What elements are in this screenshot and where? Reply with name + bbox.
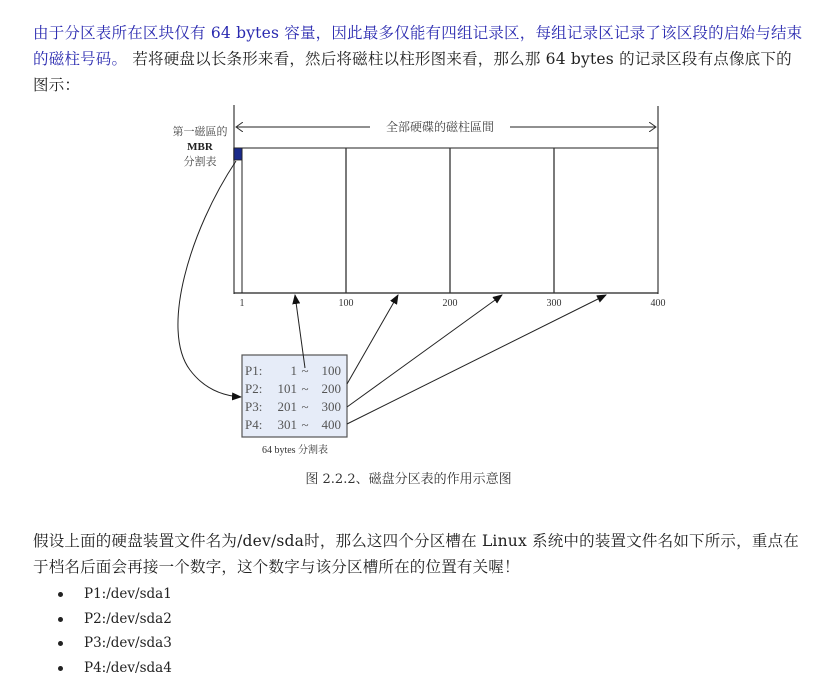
svg-text:1: 1: [290, 363, 297, 378]
mbr-label-line1: 第一磁區的: [172, 126, 228, 138]
mbr-to-table-arrow: [178, 161, 241, 397]
svg-text:201: 201: [277, 399, 297, 414]
bullet-icon: [58, 592, 63, 597]
device-list: [58, 582, 172, 680]
svg-text:P4:: P4:: [245, 417, 263, 432]
intro-body-text: 若将硬盘以长条形来看，然后将磁柱以柱形图来看，那么那 64 bytes 的记录区段有点像底下的图示：: [33, 49, 792, 94]
tick-300: 300: [546, 298, 562, 309]
range-label: 全部硬碟的磁柱區間: [385, 120, 495, 134]
tick-100: 100: [338, 298, 354, 309]
tick-200: 200: [442, 298, 458, 309]
tick-400: 400: [650, 298, 666, 309]
mbr-label-line3: 分割表: [183, 156, 217, 168]
bullet-icon: [58, 641, 63, 646]
svg-text:101: 101: [277, 381, 297, 396]
svg-text:100: 100: [321, 363, 341, 378]
intro-highlight-text: 由于分区表所在区块仅有 64 bytes 容量，因此最多仅能有四组记录区，每组记录区记录了该区段的启始与结束的磁柱号码。: [33, 23, 803, 68]
p3-arrow: [347, 295, 502, 407]
svg-text:~: ~: [301, 381, 309, 396]
svg-text:400: 400: [321, 417, 341, 432]
bullet-icon: [58, 666, 63, 671]
svg-text:P3:: P3:: [245, 399, 263, 414]
mbr-block: [234, 148, 242, 160]
bullet-icon: [58, 617, 63, 622]
figure-caption: 图 2.2.2、磁盘分区表的作用示意图: [305, 472, 512, 487]
body-paragraph: 假设上面的硬盘装置文件名为/dev/sda时，那么这四个分区槽在 Linux 系统中的装置文件名如下所示，重点在于档名后面会再接一个数字，这个数字与该分区槽所在的位置有关喔！: [33, 531, 799, 576]
svg-text:P2:: P2:: [245, 381, 263, 396]
list-item: P3:/dev/sda3: [58, 631, 172, 656]
svg-text:~: ~: [301, 399, 309, 414]
mbr-label-line2: MBR: [187, 141, 213, 153]
p2-arrow: [347, 295, 398, 384]
list-item: P2:/dev/sda2: [58, 607, 172, 632]
svg-text:~: ~: [301, 417, 309, 432]
svg-text:300: 300: [321, 399, 341, 414]
list-item: P1:/dev/sda1: [58, 582, 172, 607]
svg-text:~: ~: [301, 363, 309, 378]
list-item: P4:/dev/sda4: [58, 656, 172, 681]
tick-1: 1: [239, 298, 245, 309]
svg-text:301: 301: [277, 417, 297, 432]
svg-text:200: 200: [321, 381, 341, 396]
partition-table-label: 64 bytes 分割表: [261, 445, 329, 456]
svg-text:P1:: P1:: [245, 363, 263, 378]
p4-arrow: [347, 295, 606, 424]
